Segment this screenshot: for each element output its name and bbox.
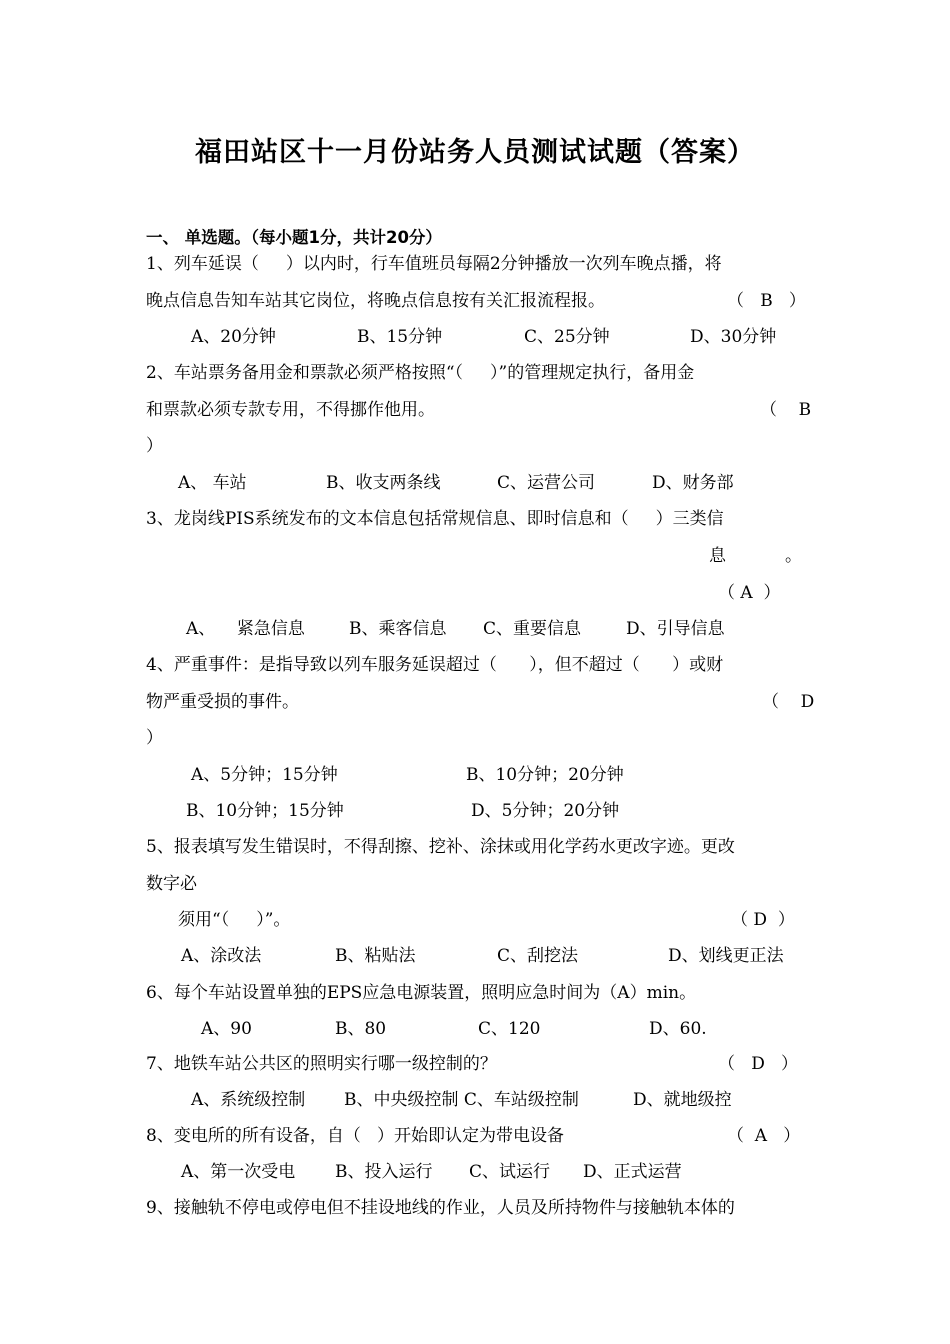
question-6-option-a: A、90 — [201, 1019, 252, 1039]
question-4-answer: （ D — [762, 692, 815, 712]
question-3-answer: （ A ） — [718, 583, 781, 603]
question-4-option-a: A、5分钟；15分钟 — [191, 765, 338, 785]
question-1-option-d: D、30分钟 — [690, 327, 777, 347]
question-5-option-a: A、涂改法 — [181, 946, 262, 966]
question-3-option-a: A、 紧急信息 — [186, 619, 305, 639]
question-2-option-d: D、财务部 — [652, 473, 734, 493]
section-heading: 一、 单选题。（每小题1分，共计20分） — [146, 228, 442, 247]
question-7-option-d: D、就地级控 — [633, 1090, 732, 1110]
question-3-stem-period: 。 — [785, 546, 802, 566]
question-1-option-c: C、25分钟 — [524, 327, 610, 347]
question-3-stem-line1: 3、龙岗线PIS系统发布的文本信息包括常规信息、即时信息和（ ）三类信 — [146, 509, 724, 529]
question-7-stem-line1: 7、地铁车站公共区的照明实行哪一级控制的？ — [146, 1054, 497, 1074]
question-4-stem-line1: 4、严重事件：是指导致以列车服务延误超过（ ），但不超过（ ）或财 — [146, 655, 724, 675]
question-4-option-b1: B、10分钟；20分钟 — [466, 765, 624, 785]
question-1-option-a: A、20分钟 — [191, 327, 276, 347]
question-3-option-d: D、引导信息 — [626, 619, 725, 639]
question-8-option-c: C、试运行 — [469, 1162, 551, 1182]
question-2-option-a: A、 车站 — [178, 473, 247, 493]
question-1-option-b: B、15分钟 — [357, 327, 443, 347]
question-2-option-b: B、收支两条线 — [326, 473, 441, 493]
question-4-stem-line2: 物严重受损的事件。 — [146, 692, 299, 712]
question-5-stem-line1: 5、报表填写发生错误时，不得刮擦、挖补、涂抹或用化学药水更改字迹。更改 — [146, 837, 735, 857]
question-5-stem-line2: 数字必 — [146, 874, 197, 894]
question-4-option-b2: B、10分钟；15分钟 — [186, 801, 344, 821]
question-2-answer: （ B — [760, 400, 812, 420]
question-5-option-c: C、刮挖法 — [497, 946, 579, 966]
question-2-option-c: C、运营公司 — [497, 473, 596, 493]
question-2-answer-close: ） — [146, 436, 163, 456]
question-9-stem-line1: 9、接触轨不停电或停电但不挂设地线的作业，人员及所持物件与接触轨本体的 — [146, 1198, 735, 1218]
question-5-option-d: D、划线更正法 — [668, 946, 784, 966]
question-8-option-a: A、第一次受电 — [181, 1162, 296, 1182]
question-5-answer: （ D ） — [731, 910, 795, 930]
question-1-stem-line1: 1、列车延误（ ）以内时，行车值班员每隔2分钟播放一次列车晚点播，将 — [146, 254, 722, 274]
question-3-stem-char: 息 — [709, 546, 726, 566]
question-5-option-b: B、粘贴法 — [335, 946, 416, 966]
question-7-answer: （ D ） — [718, 1054, 799, 1074]
question-1-answer: （ B ） — [727, 291, 806, 311]
question-2-stem-line1: 2、车站票务备用金和票款必须严格按照“（ ）”的管理规定执行，备用金 — [146, 363, 695, 383]
question-8-stem-line1: 8、变电所的所有设备，自（ ）开始即认定为带电设备 — [146, 1126, 565, 1146]
question-4-answer-close: ） — [146, 728, 163, 748]
question-8-answer: （ A ） — [727, 1126, 801, 1146]
page-title: 福田站区十一月份站务人员测试试题（答案） — [195, 137, 755, 168]
question-2-stem-line2: 和票款必须专款专用，不得挪作他用。 — [146, 400, 435, 420]
question-3-option-c: C、重要信息 — [483, 619, 582, 639]
question-1-stem-line2: 晚点信息告知车站其它岗位，将晚点信息按有关汇报流程报。 — [146, 291, 605, 311]
question-7-option-a: A、系统级控制 — [191, 1090, 306, 1110]
question-6-option-d: D、60. — [649, 1019, 707, 1039]
question-7-option-bc: B、中央级控制 C、车站级控制 — [344, 1090, 579, 1110]
question-5-stem-line3: 须用“（ ）”。 — [178, 910, 291, 930]
question-8-option-d: D、正式运营 — [583, 1162, 682, 1182]
question-4-option-d: D、5分钟；20分钟 — [471, 801, 620, 821]
question-3-option-b: B、乘客信息 — [349, 619, 447, 639]
question-6-option-b: B、80 — [335, 1019, 387, 1039]
question-8-option-b: B、投入运行 — [335, 1162, 433, 1182]
question-6-option-c: C、120 — [478, 1019, 541, 1039]
question-6-stem-line1: 6、每个车站设置单独的EPS应急电源装置，照明应急时间为（A）min。 — [146, 983, 697, 1003]
